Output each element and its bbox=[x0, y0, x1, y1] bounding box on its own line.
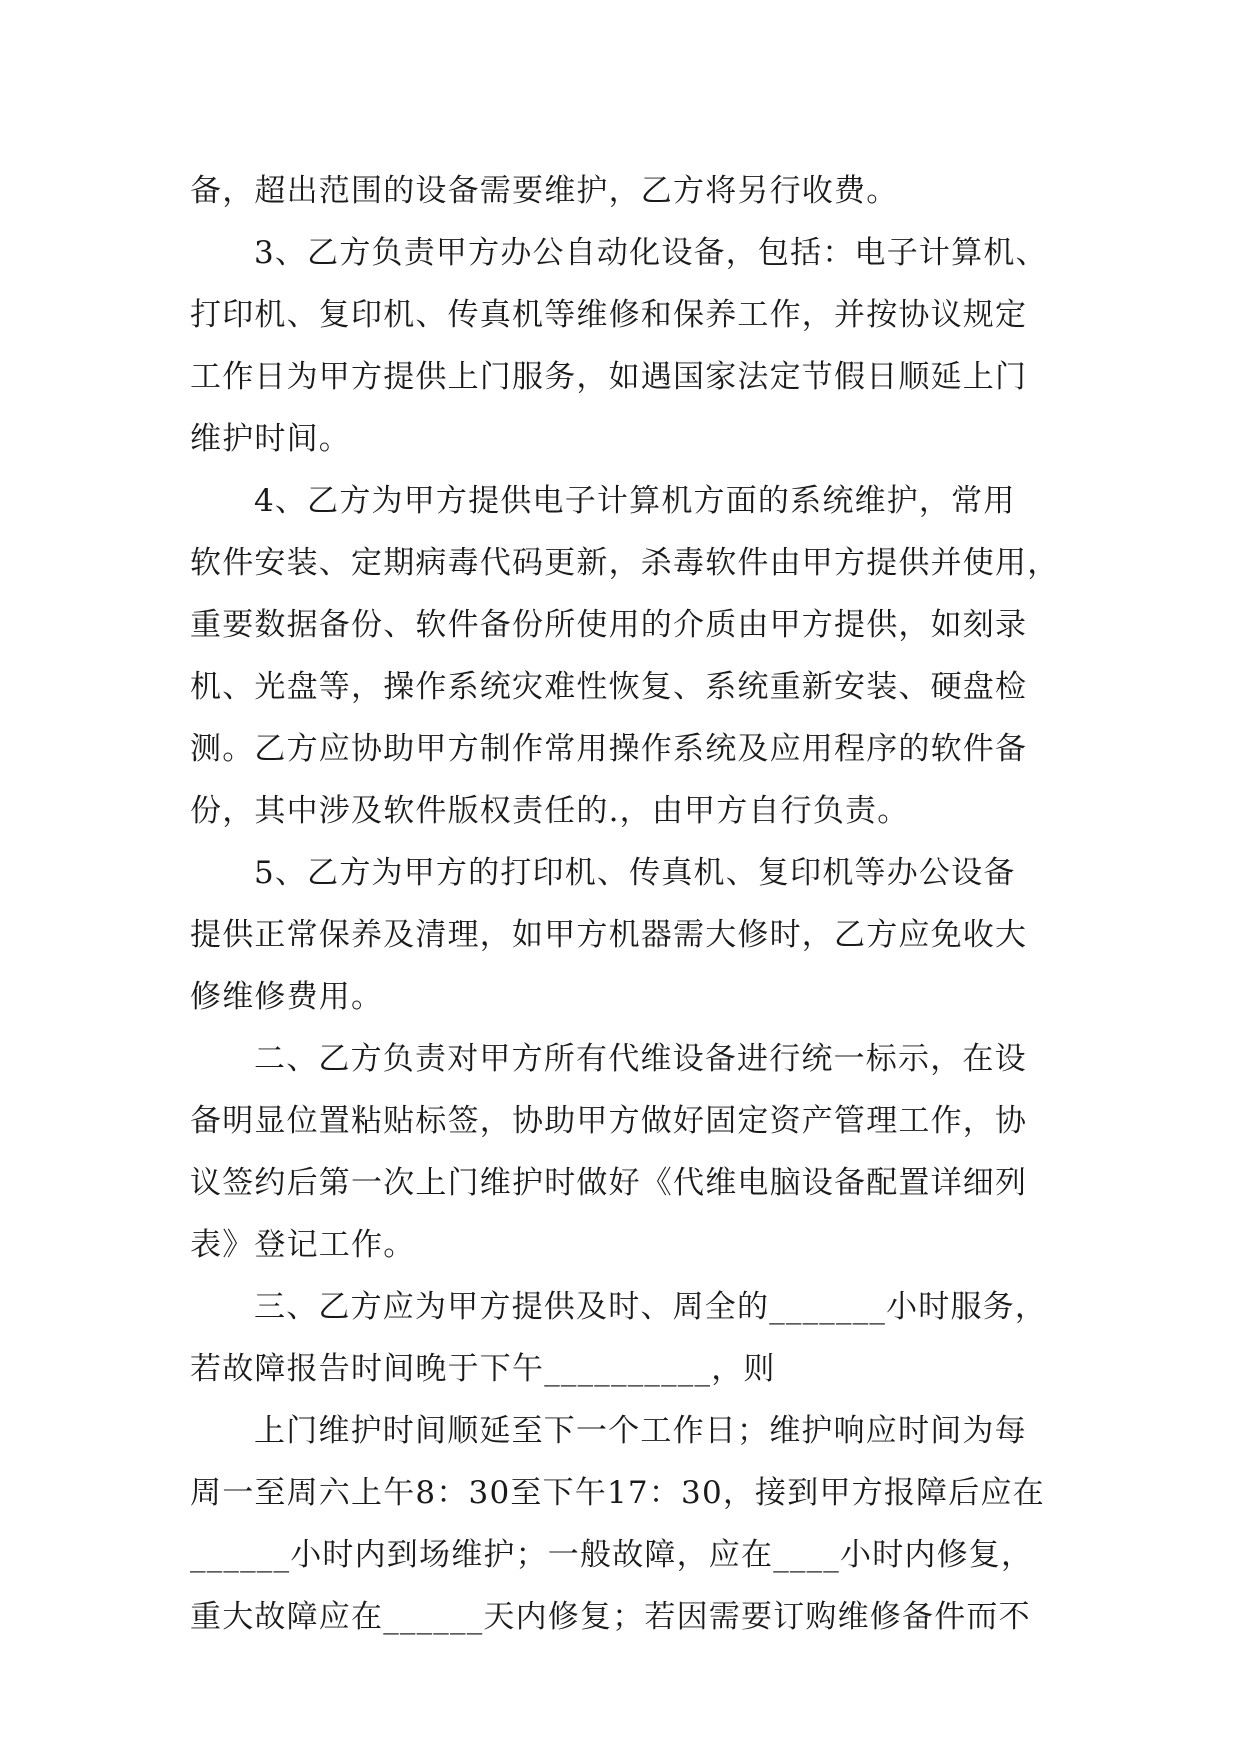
text-line: 二、乙方负责对甲方所有代维设备进行统一标示，在设 bbox=[254, 1041, 1027, 1077]
text-line: 表》登记工作。 bbox=[190, 1227, 416, 1263]
text-line: 修维修费用。 bbox=[190, 979, 384, 1015]
text-line: 若故障报告时间晚于下午__________，则 bbox=[190, 1351, 776, 1387]
text-line: 测。乙方应协助甲方制作常用操作系统及应用程序的软件备 bbox=[190, 731, 1028, 767]
text-line: 软件安装、定期病毒代码更新，杀毒软件由甲方提供并使用， bbox=[190, 545, 1060, 581]
text-line: 重大故障应在______天内修复；若因需要订购维修备件而不 bbox=[190, 1599, 1031, 1635]
text-line: 上门维护时间顺延至下一个工作日；维护响应时间为每 bbox=[254, 1413, 1027, 1449]
text-line: 打印机、复印机、传真机等维修和保养工作，并按协议规定 bbox=[190, 297, 1028, 333]
text-line: 4、乙方为甲方提供电子计算机方面的系统维护，常用 bbox=[254, 483, 1016, 519]
document-body bbox=[190, 160, 1070, 1648]
text-line: 机、光盘等，操作系统灾难性恢复、系统重新安装、硬盘检 bbox=[190, 669, 1028, 705]
text-line: 份，其中涉及软件版权责任的.，由甲方自行负责。 bbox=[190, 793, 910, 829]
text-line: 备，超出范围的设备需要维护，乙方将另行收费。 bbox=[190, 173, 899, 209]
text-line: 5、乙方为甲方的打印机、传真机、复印机等办公设备 bbox=[254, 855, 1016, 891]
text-line: 备明显位置粘贴标签，协助甲方做好固定资产管理工作，协 bbox=[190, 1103, 1028, 1139]
text-line: 议签约后第一次上门维护时做好《代维电脑设备配置详细列 bbox=[190, 1165, 1028, 1201]
text-line: 提供正常保养及清理，如甲方机器需大修时，乙方应免收大 bbox=[190, 917, 1028, 953]
text-line: 工作日为甲方提供上门服务，如遇国家法定节假日顺延上门 bbox=[190, 359, 1028, 395]
text-line: 重要数据备份、软件备份所使用的介质由甲方提供，如刻录 bbox=[190, 607, 1028, 643]
text-line: 维护时间。 bbox=[190, 421, 351, 457]
text-line: 3、乙方负责甲方办公自动化设备，包括：电子计算机、 bbox=[254, 235, 1048, 271]
text-line: ______小时内到场维护；一般故障，应在____小时内修复， bbox=[190, 1537, 1034, 1573]
text-line: 三、乙方应为甲方提供及时、周全的_______小时服务， bbox=[254, 1289, 1048, 1325]
text-line: 周一至周六上午8：30至下午17：30，接到甲方报障后应在 bbox=[190, 1475, 1045, 1511]
